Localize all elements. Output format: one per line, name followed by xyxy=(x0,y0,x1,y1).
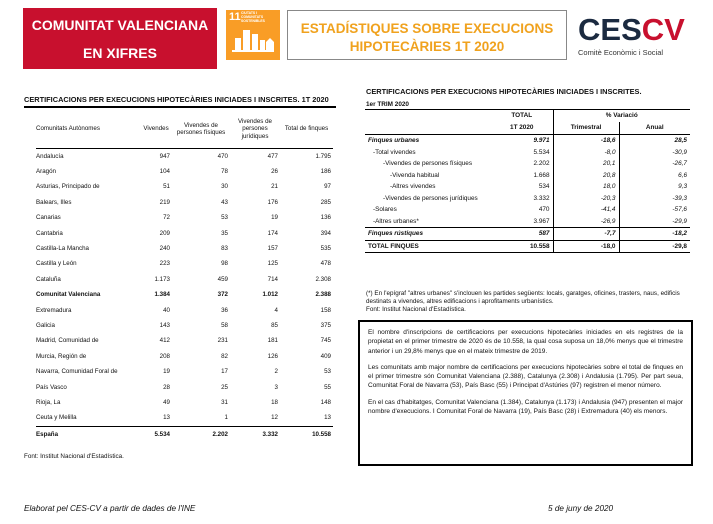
row-value: 208 xyxy=(159,352,170,360)
row-value: 2.202 xyxy=(172,426,230,442)
row-value: 535 xyxy=(320,244,331,252)
row-label: Canarias xyxy=(36,214,61,222)
row-value: 104 xyxy=(159,167,170,175)
header-total: TOTAL xyxy=(491,110,553,122)
row-value: 9,3 xyxy=(619,181,690,193)
row-label: Aragón xyxy=(36,167,56,175)
table-row xyxy=(36,148,333,164)
row-value: 412 xyxy=(159,337,170,345)
row-value: -7,7 xyxy=(553,228,619,241)
table-row xyxy=(36,349,333,364)
row-value: 83 xyxy=(221,244,228,252)
row-value: 28 xyxy=(163,383,170,391)
row-label: Asturias, Principado de xyxy=(36,183,100,191)
row-label: Balears, Illes xyxy=(36,198,72,206)
row-value: 209 xyxy=(159,229,170,237)
table-row xyxy=(36,410,333,426)
row-label: Finques rústiques xyxy=(365,228,491,241)
row-value: 3.967 xyxy=(533,217,550,225)
row-label: Finques urbanes xyxy=(368,137,420,144)
row-value: 53 xyxy=(324,368,331,376)
commentary-paragraph: Les comunitats amb major nombre de certificacions per execucions hipotecàries sobre el total de finques en el primer trimestre són Comunitat Valenciana (2.388), Catalunya (2.308) i Andalusia (1.795). Per part seua, Comunitat Foral de Navarra (53), País Basc (55) i Principat d'Astúries (97) registren el menor número. xyxy=(368,363,683,390)
table-row xyxy=(365,147,690,159)
row-value: -18,6 xyxy=(553,135,619,147)
row-label: Navarra, Comunidad Foral de xyxy=(36,368,118,376)
row-label: Cantabria xyxy=(36,229,63,237)
row-value: 174 xyxy=(267,229,278,237)
table-row xyxy=(365,193,690,205)
row-value: 78 xyxy=(221,167,228,175)
row-label: Cataluña xyxy=(36,275,61,283)
row-value: -39,3 xyxy=(619,193,690,205)
table-row xyxy=(36,364,333,379)
left-source: Font: Institut Nacional d'Estadística. xyxy=(24,453,124,460)
brand-banner xyxy=(23,8,217,69)
autonomous-communities-table xyxy=(36,111,333,442)
table-row xyxy=(36,164,333,179)
right-table-title: CERTIFICACIONS PER EXECUCIONS HIPOTECÀRIES INICIADES I INSCRITES. xyxy=(366,87,642,96)
logo-cv: CV xyxy=(641,12,685,47)
row-value: 2 xyxy=(274,368,278,376)
table-row xyxy=(36,226,333,241)
row-label: -Solares xyxy=(373,206,397,213)
table-row xyxy=(36,210,333,225)
row-label: País Vasco xyxy=(36,383,67,391)
row-value: -18,0 xyxy=(553,240,619,253)
row-value: -29,9 xyxy=(619,216,690,228)
row-value: 587 xyxy=(491,228,553,241)
row-value: 43 xyxy=(221,198,228,206)
table-row xyxy=(36,318,333,333)
right-notes xyxy=(366,290,691,314)
row-value: 375 xyxy=(320,321,331,329)
row-value: -8,0 xyxy=(553,147,619,159)
logo-ces: CES xyxy=(578,12,642,47)
row-value: 25 xyxy=(221,383,228,391)
table-row xyxy=(36,179,333,194)
col-header: Vivendes de persones jurídiques xyxy=(230,111,280,148)
col-header: Vivendes xyxy=(140,111,172,148)
right-note: (*) En l'epígraf "altres urbanes" s'inclouen les partides següents: locals, garatges, oficines, trasters, naus, edificis destinats a vivendes, altres edificacions i aprofitaments urbanístics. xyxy=(366,290,680,305)
row-value: 58 xyxy=(221,321,228,329)
table-row xyxy=(36,303,333,318)
row-value: 82 xyxy=(221,352,228,360)
table-row xyxy=(36,333,333,348)
row-value: 148 xyxy=(320,399,331,406)
row-value: 1.173 xyxy=(154,275,170,283)
row-value: 2.308 xyxy=(315,275,331,283)
row-value: 2.202 xyxy=(533,160,550,167)
table-total-row xyxy=(36,426,333,442)
row-value: -30,9 xyxy=(619,147,690,159)
row-value: 947 xyxy=(159,152,170,160)
row-value: 1.795 xyxy=(315,152,331,160)
left-title-rule xyxy=(24,106,336,108)
row-value: 3.332 xyxy=(533,194,550,202)
row-value: 459 xyxy=(217,275,228,283)
row-value: 186 xyxy=(320,167,331,175)
row-value: -26,9 xyxy=(553,216,619,228)
row-value: 219 xyxy=(159,198,170,206)
row-value: 19 xyxy=(163,368,170,376)
row-label: -Total vivendes xyxy=(373,148,416,156)
row-value: 85 xyxy=(271,321,278,329)
title-line-2: HIPOTECÀRIES 1T 2020 xyxy=(349,39,505,54)
row-value: 19 xyxy=(271,214,278,222)
row-value: 394 xyxy=(320,229,331,237)
row-label: Castilla y León xyxy=(36,260,77,268)
row-value: 478 xyxy=(320,260,331,268)
table-row xyxy=(365,170,690,182)
row-value: -57,6 xyxy=(619,204,690,216)
row-value: 125 xyxy=(267,260,278,268)
header-annual: Anual xyxy=(619,122,690,135)
row-value: 26 xyxy=(271,167,278,175)
row-value: 10.558 xyxy=(280,426,333,442)
table-row xyxy=(36,395,333,410)
right-source: Font: Institut Nacional d'Estadística. xyxy=(366,306,466,313)
left-table-title: CERTIFICACIONS PER EXECUCIONS HIPOTECÀRIES INICIADES I INSCRITES. 1T 2020 xyxy=(24,95,329,104)
row-value: -41,4 xyxy=(553,204,619,216)
row-value: 158 xyxy=(320,306,331,314)
row-value: 98 xyxy=(221,260,228,268)
table-row xyxy=(365,240,690,253)
row-value: 13 xyxy=(324,414,331,422)
row-value: 470 xyxy=(217,152,228,160)
city-icon xyxy=(226,10,280,60)
logo-subtitle: Comitè Econòmic i Social xyxy=(578,48,664,57)
row-value: 477 xyxy=(267,152,278,160)
row-label: Comunitat Valenciana xyxy=(36,291,101,299)
variation-table xyxy=(365,109,690,253)
table-row xyxy=(36,195,333,210)
row-value: 40 xyxy=(163,306,170,314)
row-label: Extremadura xyxy=(36,306,72,314)
table-row xyxy=(365,158,690,170)
row-value: 714 xyxy=(267,275,278,283)
row-value: 3 xyxy=(274,383,278,391)
sdg-number: 11 xyxy=(229,11,241,23)
table-row xyxy=(365,135,690,147)
row-value: -26,7 xyxy=(619,158,690,170)
table-row xyxy=(36,241,333,256)
row-value: 13 xyxy=(163,414,170,422)
row-value: 534 xyxy=(538,183,550,190)
row-label: Castilla-La Mancha xyxy=(36,244,89,252)
row-label: -Altres urbanes* xyxy=(373,217,419,225)
row-value: 28,5 xyxy=(619,135,690,147)
row-value: 5.534 xyxy=(140,426,172,442)
row-value: 17 xyxy=(221,368,228,376)
row-value: 223 xyxy=(159,260,170,268)
header-period: 1T 2020 xyxy=(491,122,553,135)
row-value: 745 xyxy=(320,337,331,345)
row-label: Ceuta y Melilla xyxy=(36,414,77,422)
row-value: 18 xyxy=(271,399,278,406)
col-header: Total de finques xyxy=(280,111,333,148)
row-value: -18,2 xyxy=(619,228,690,241)
row-value: 3.332 xyxy=(230,426,280,442)
footer-credit: Elaborat pel CES-CV a partir de dades de l'INE xyxy=(24,504,196,513)
row-label: -Vivendes de persones físiques xyxy=(383,160,473,167)
row-value: 53 xyxy=(221,214,228,222)
row-value: 51 xyxy=(163,183,170,191)
table-row xyxy=(365,216,690,228)
row-value: 10.558 xyxy=(491,240,553,253)
row-value: -20,3 xyxy=(553,193,619,205)
row-value: 1 xyxy=(224,414,228,422)
row-value: 157 xyxy=(267,244,278,252)
row-label: España xyxy=(36,426,140,442)
row-value: 176 xyxy=(267,198,278,206)
sdg-text: CIUTATS I COMUNITATS SOSTENIBLES xyxy=(241,11,265,23)
row-value: 20,1 xyxy=(553,158,619,170)
row-value: 5.534 xyxy=(533,148,550,156)
right-table-subtitle: 1er TRIM 2020 xyxy=(366,101,409,108)
ces-cv-logo xyxy=(578,12,698,62)
row-value: 18,0 xyxy=(553,181,619,193)
footer-date: 5 de juny de 2020 xyxy=(548,504,614,513)
row-value: 126 xyxy=(267,352,278,360)
table-row xyxy=(36,256,333,271)
row-value: 36 xyxy=(221,306,228,314)
row-value: 55 xyxy=(324,383,331,391)
row-label: Murcia, Región de xyxy=(36,352,87,360)
row-value: 2.388 xyxy=(315,291,331,299)
row-label: -Altres vivendes xyxy=(390,183,436,190)
commentary-box xyxy=(358,320,693,466)
table-row xyxy=(36,380,333,395)
commentary-paragraph: En el cas d'habitatges, Comunitat Valenciana (1.384), Catalunya (1.173) i Andalusia (947) presenten el major nombre d'execucions. I Comunitat Foral de Navarra (19), País Basc (28) i Extremadura (40) els menors. xyxy=(368,398,683,416)
row-label: -Vivendes de persones jurídiques xyxy=(383,194,478,202)
row-value: 21 xyxy=(271,183,278,191)
row-value: 4 xyxy=(274,306,278,314)
row-value: 1.012 xyxy=(262,291,278,299)
row-label: -Vivenda habitual xyxy=(390,171,440,179)
row-value: 6,6 xyxy=(619,170,690,182)
row-value: -29,8 xyxy=(619,240,690,253)
brand-line-2: EN XIFRES xyxy=(83,45,157,61)
row-value: 285 xyxy=(320,198,331,206)
row-value: 35 xyxy=(221,229,228,237)
header-variation: % Variació xyxy=(553,110,690,122)
row-label: Madrid, Comunidad de xyxy=(36,337,99,345)
document-title xyxy=(287,10,567,60)
table-row xyxy=(365,181,690,193)
table-row xyxy=(36,272,333,287)
row-label: TOTAL FINQUES xyxy=(365,240,491,253)
row-value: 372 xyxy=(217,291,228,299)
row-label: Galicia xyxy=(36,321,55,329)
row-value: 409 xyxy=(320,352,331,360)
row-value: 1.668 xyxy=(533,171,550,179)
row-value: 30 xyxy=(221,183,228,191)
row-value: 181 xyxy=(267,337,278,345)
row-label: Rioja, La xyxy=(36,399,61,406)
row-value: 240 xyxy=(159,244,170,252)
sdg-11-icon xyxy=(226,10,280,60)
row-value: 12 xyxy=(271,414,278,422)
row-value: 31 xyxy=(221,399,228,406)
row-value: 9.971 xyxy=(533,137,550,144)
row-value: 72 xyxy=(163,214,170,222)
row-value: 49 xyxy=(163,399,170,406)
header-quarterly: Trimestral xyxy=(553,122,619,135)
row-value: 97 xyxy=(324,183,331,191)
col-header: Vivendes de persones físiques xyxy=(172,111,230,148)
row-value: 143 xyxy=(159,321,170,329)
row-value: 231 xyxy=(217,337,228,345)
row-value: 136 xyxy=(320,214,331,222)
table-row xyxy=(365,228,690,241)
table-row xyxy=(365,204,690,216)
table-row xyxy=(36,287,333,302)
row-label: Andalucía xyxy=(36,152,64,160)
row-value: 470 xyxy=(538,206,550,213)
title-line-1: ESTADÍSTIQUES SOBRE EXECUCIONS xyxy=(300,21,554,36)
row-value: 20,8 xyxy=(553,170,619,182)
row-value: 1.384 xyxy=(154,291,170,299)
brand-line-1: COMUNITAT VALENCIANA xyxy=(31,17,209,33)
commentary-paragraph: El nombre d'inscripcions de certificacions per execucions hipotecàries iniciades en els registres de la propietat en el primer trimestre de 2020 és de 10.558, la qual cosa suposa un 18,0% menys que el trimestre anterior i un 29,8% menys que en el mateix trimestre de 2019. xyxy=(368,329,683,355)
col-header: Comunitats Autònomes xyxy=(36,111,140,148)
